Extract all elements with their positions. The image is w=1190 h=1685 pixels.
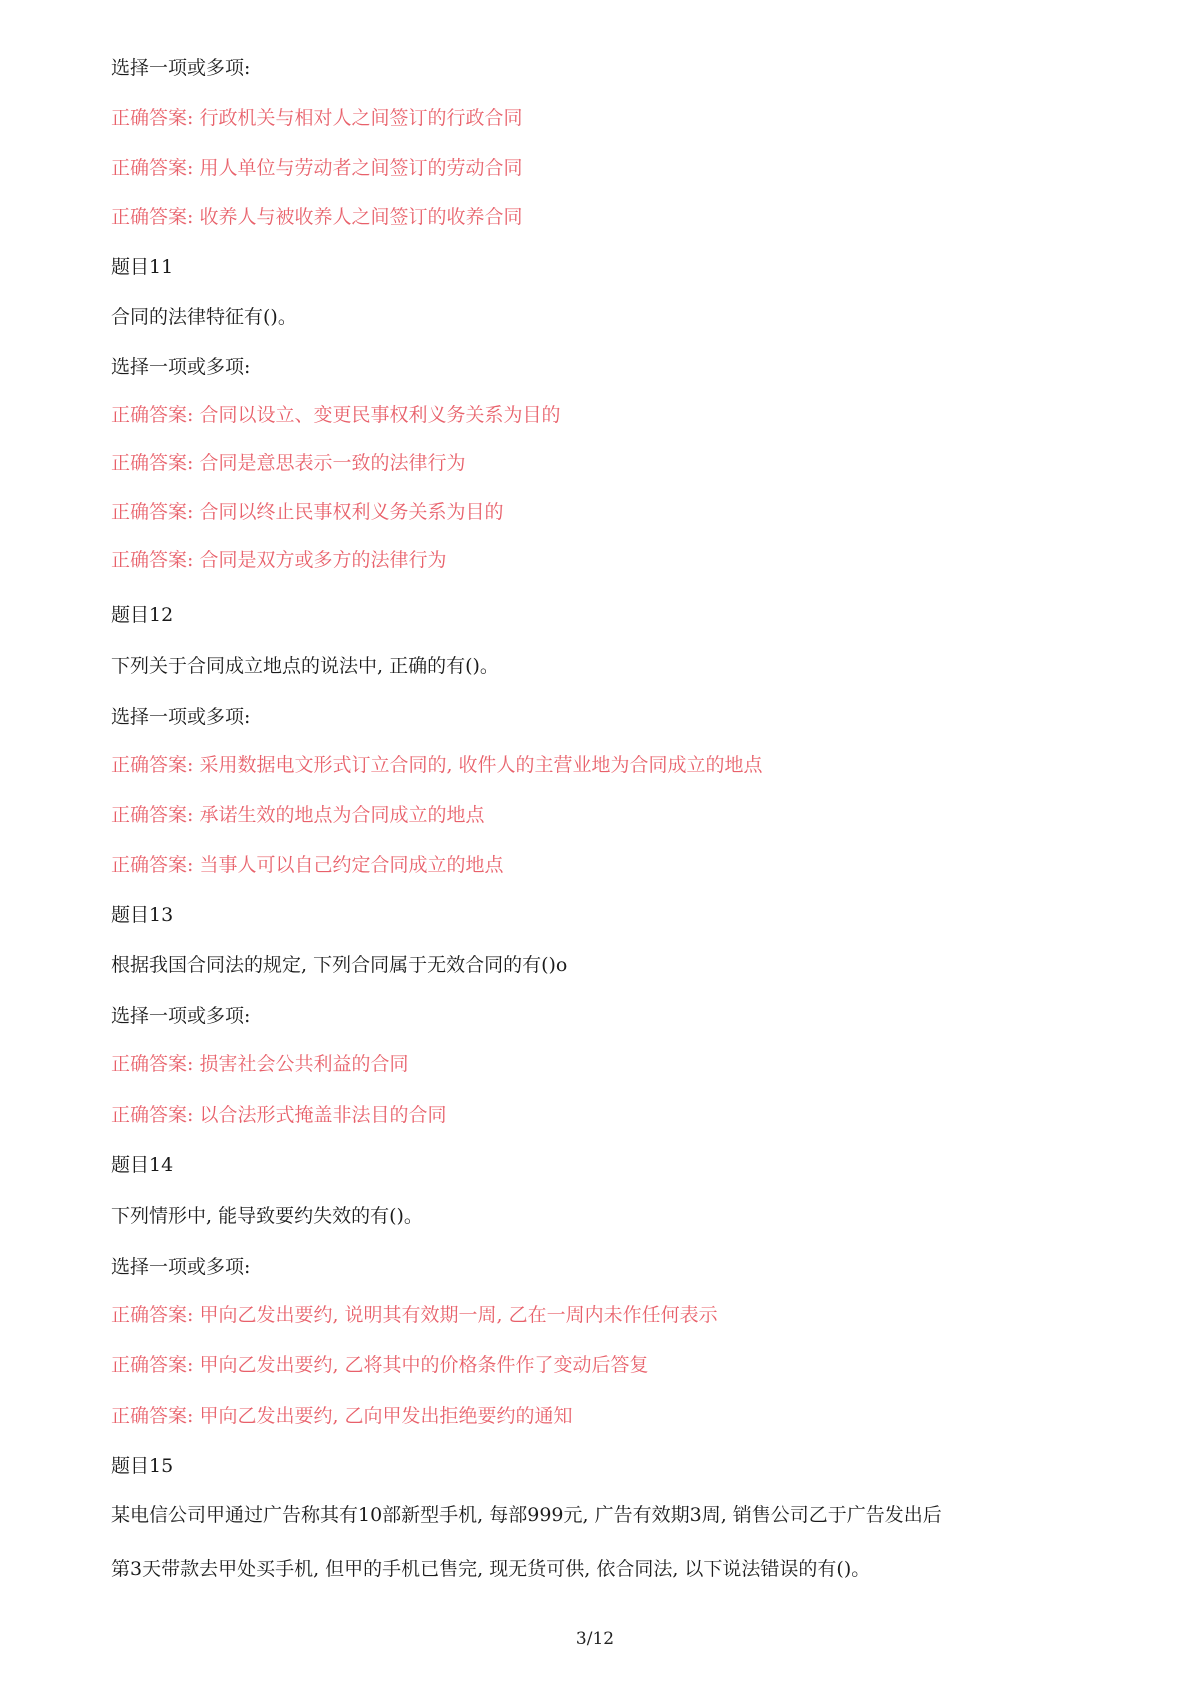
question-text: 合同的法律特征有()。 xyxy=(111,306,297,328)
question-title: 题目11 xyxy=(111,256,174,278)
answer-line: 正确答案: 当事人可以自己约定合同成立的地点 xyxy=(111,854,504,876)
question-text: 第3天带款去甲处买手机, 但甲的手机已售完, 现无货可供, 依合同法, 以下说法错误的有()。 xyxy=(111,1558,871,1580)
answer-line: 正确答案: 行政机关与相对人之间签订的行政合同 xyxy=(111,107,523,129)
question-text: 下列情形中, 能导致要约失效的有()。 xyxy=(111,1205,423,1227)
prompt-line: 选择一项或多项: xyxy=(111,57,251,79)
question-title: 题目15 xyxy=(111,1455,174,1477)
question-title: 题目12 xyxy=(111,604,174,626)
question-title: 题目14 xyxy=(111,1154,174,1176)
answer-line: 正确答案: 合同是意思表示一致的法律行为 xyxy=(111,452,466,474)
answer-line: 正确答案: 用人单位与劳动者之间签订的劳动合同 xyxy=(111,157,523,179)
answer-line: 正确答案: 损害社会公共利益的合同 xyxy=(111,1053,409,1075)
prompt-line: 选择一项或多项: xyxy=(111,356,251,378)
prompt-line: 选择一项或多项: xyxy=(111,706,251,728)
question-text: 下列关于合同成立地点的说法中, 正确的有()。 xyxy=(111,655,499,677)
answer-line: 正确答案: 甲向乙发出要约, 乙将其中的价格条件作了变动后答复 xyxy=(111,1354,649,1376)
question-title: 题目13 xyxy=(111,904,174,926)
answer-line: 正确答案: 合同是双方或多方的法律行为 xyxy=(111,549,447,571)
question-text: 某电信公司甲通过广告称其有10部新型手机, 每部999元, 广告有效期3周, 销售公司乙于广告发出后 xyxy=(111,1504,942,1526)
answer-line: 正确答案: 合同以设立、变更民事权利义务关系为目的 xyxy=(111,404,561,426)
question-text: 根据我国合同法的规定, 下列合同属于无效合同的有()o xyxy=(111,954,568,976)
page-number: 3/12 xyxy=(575,1629,615,1649)
prompt-line: 选择一项或多项: xyxy=(111,1256,251,1278)
answer-line: 正确答案: 收养人与被收养人之间签订的收养合同 xyxy=(111,206,523,228)
answer-line: 正确答案: 合同以终止民事权利义务关系为目的 xyxy=(111,501,504,523)
prompt-line: 选择一项或多项: xyxy=(111,1005,251,1027)
answer-line: 正确答案: 甲向乙发出要约, 说明其有效期一周, 乙在一周内未作任何表示 xyxy=(111,1304,718,1326)
answer-line: 正确答案: 以合法形式掩盖非法目的合同 xyxy=(111,1104,447,1126)
answer-line: 正确答案: 采用数据电文形式订立合同的, 收件人的主营业地为合同成立的地点 xyxy=(111,754,763,776)
answer-line: 正确答案: 甲向乙发出要约, 乙向甲发出拒绝要约的通知 xyxy=(111,1405,573,1427)
answer-line: 正确答案: 承诺生效的地点为合同成立的地点 xyxy=(111,804,485,826)
